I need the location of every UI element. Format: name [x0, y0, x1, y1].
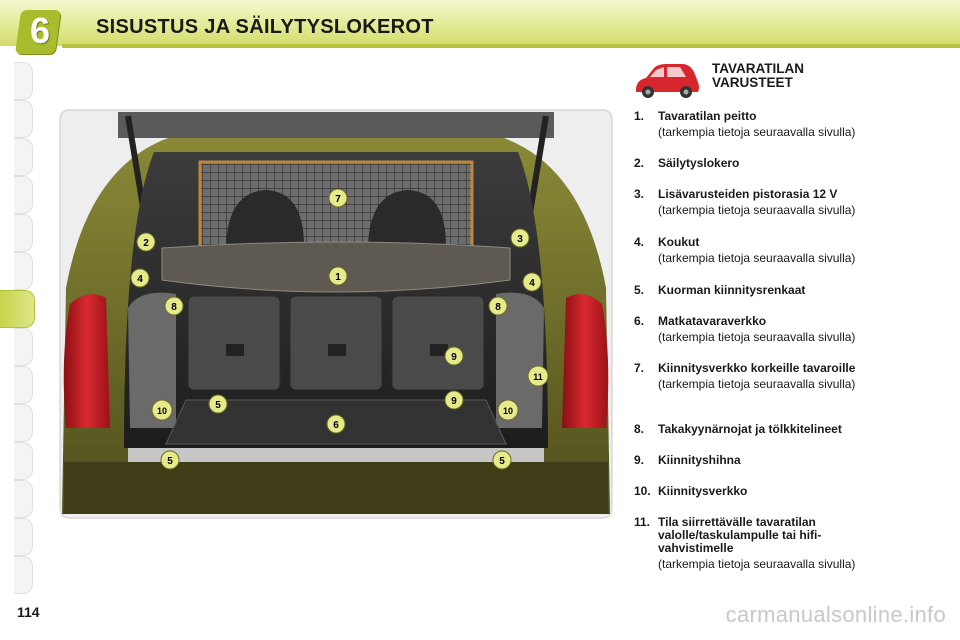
- callout-5-left: 5: [167, 456, 173, 467]
- list-item: 2. Säilytyslokero: [634, 156, 740, 170]
- callout-4: 4: [137, 274, 143, 285]
- side-tab[interactable]: [14, 366, 33, 404]
- callout-8-right: 8: [495, 302, 501, 313]
- callout-9: 9: [451, 352, 457, 363]
- list-item: 1. Tavaratilan peitto (tarkempia tietoja seuraavalla sivulla): [634, 109, 856, 139]
- car-side-icon: [632, 60, 702, 104]
- side-tab[interactable]: [14, 138, 33, 176]
- list-item: 11. Tila siirrettävälle tavaratilan valolle/taskulampulle tai hifi-vahvistimelle (tarkempia tietoja seuraavalla sivulla): [634, 515, 856, 571]
- trunk-illustration: [58, 108, 614, 520]
- list-item: 8. Takakyynärnojat ja tölkkitelineet: [634, 422, 842, 436]
- chapter-number: 6: [29, 10, 51, 51]
- callout-11: 11: [533, 372, 543, 382]
- callout-6: 6: [333, 420, 339, 431]
- callout-10: 10: [156, 406, 168, 416]
- callout-9-floor: 9: [451, 396, 457, 407]
- watermark: carmanualsonline.info: [725, 602, 946, 627]
- callout-2: 2: [143, 238, 149, 249]
- list-item: 5. Kuorman kiinnitysrenkaat: [634, 283, 806, 297]
- list-item: 10. Kiinnitysverkko: [634, 484, 748, 498]
- side-tab[interactable]: [14, 176, 33, 214]
- callout-3: 3: [517, 234, 523, 245]
- side-tab[interactable]: [14, 442, 33, 480]
- list-item: 3. Lisävarusteiden pistorasia 12 V (tarkempia tietoja seuraavalla sivulla): [634, 187, 856, 217]
- callout-1: 1: [335, 272, 341, 283]
- list-item: 9. Kiinnityshihna: [634, 453, 741, 467]
- callout-8: 8: [171, 302, 177, 313]
- side-tab[interactable]: [14, 404, 33, 442]
- side-tab[interactable]: [14, 252, 33, 290]
- side-tab[interactable]: [14, 214, 33, 252]
- section-title: [712, 62, 912, 90]
- side-tab[interactable]: [14, 328, 33, 366]
- callout-5: 5: [215, 400, 221, 411]
- section-title-line1: TAVARATILAN: [712, 61, 804, 76]
- header-rule: [62, 44, 960, 48]
- page-number: 114: [17, 604, 40, 620]
- side-tab[interactable]: [14, 100, 33, 138]
- callout-5-right: 5: [499, 456, 505, 467]
- list-item: 7. Kiinnitysverkko korkeille tavaroille (tarkempia tietoja seuraavalla sivulla): [634, 361, 856, 391]
- side-tab[interactable]: [14, 480, 33, 518]
- side-tab[interactable]: [14, 62, 33, 100]
- side-tab[interactable]: [14, 518, 33, 556]
- side-tab[interactable]: [14, 556, 33, 594]
- side-tabs: [0, 62, 34, 582]
- list-item: 4. Koukut (tarkempia tietoja seuraavalla sivulla): [634, 235, 856, 265]
- page-title: SISUSTUS JA SÄILYTYSLOKEROT: [96, 16, 434, 38]
- callout-10-right: 10: [502, 406, 514, 416]
- callout-7: 7: [335, 194, 341, 205]
- callout-4-right: 4: [529, 278, 535, 289]
- side-tab-active[interactable]: [0, 290, 35, 328]
- section-title-line2: VARUSTEET: [712, 75, 793, 90]
- list-item: 6. Matkatavaraverkko (tarkempia tietoja seuraavalla sivulla): [634, 314, 856, 344]
